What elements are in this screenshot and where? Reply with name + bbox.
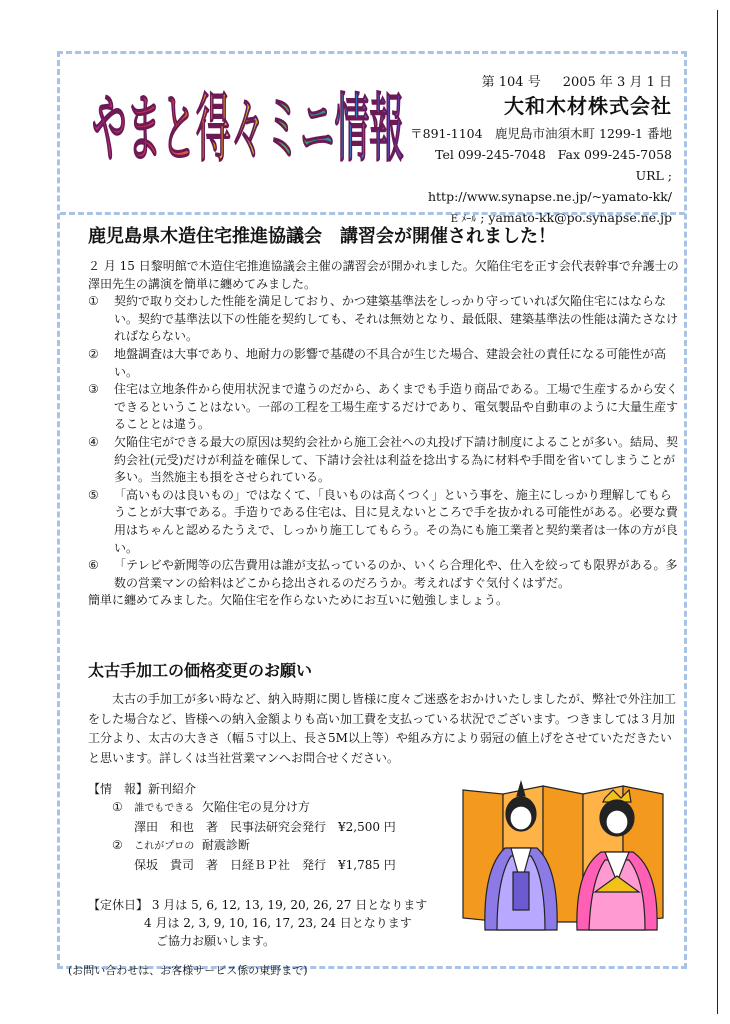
item-text: 「テレビや新聞等の広告費用は誰が支払っているのか、いくら合理化や、仕入を絞っても限界がある。多数の営業マンの給料はどこから捻出されるのだろうか。考えればすぐ気付くはずだ。 (114, 558, 678, 590)
item-number: ② (88, 346, 99, 361)
email-label: E ﾒｰﾙ (450, 214, 477, 225)
book-prefix: 誰でもできる (134, 803, 195, 814)
company-email[interactable]: ; yamato-kk@po.synapse.ne.jp (476, 210, 672, 225)
article-intro: ２ 月 15 日黎明館で木造住宅推進協議会主催の講習会が開かれました。欠陥住宅を正す会代表幹事で弁護士の澤田先生の講演を簡単に纏めてみました。 (88, 259, 679, 291)
section-title: 太古手加工の価格変更のお願い (88, 661, 313, 680)
book-info (88, 780, 458, 874)
item-number: ⑤ (88, 487, 99, 502)
article-headline: 鹿児島県木造住宅推進協議会 講習会が開催されました！ (88, 226, 556, 247)
list-item (88, 557, 682, 592)
item-text: 欠陥住宅ができる最大の原因は契約会社から施工会社への丸投げ下請け制度によることが多い。結局、契約会社(元受)だけが利益を確保して、下請け会社は利益を捻出する為に材料や手間を省いてしまうことが多い。当然施主も損をさせられている。 (114, 434, 679, 485)
item-text: 住宅は立地条件から使用状況まで違うのだから、あくまでも手造り商品である。工場で生産するから安くできるということはない。一部の工程を工場生産するだけであり、電気製品や自動車のように大量生産することとは違う。 (114, 382, 679, 432)
list-item (88, 487, 682, 557)
book-title: 欠陥住宅の見分け方 (201, 800, 310, 814)
list-item (88, 434, 682, 487)
article-body (88, 258, 682, 610)
company-phone: Tel 099-245-7048 (435, 147, 546, 162)
holiday-march: 3 月は 5, 6, 12, 13, 19, 20, 26, 27 日となります (151, 898, 428, 912)
list-item (88, 293, 682, 346)
info-label: 【情 報】新刊紹介 (88, 782, 197, 796)
holiday-notice (88, 896, 468, 950)
company-address: 〒891-1104 鹿児島市油須木町 1299-1 番地 (410, 126, 672, 141)
item-number: ⑥ (88, 558, 99, 573)
header-info (410, 72, 672, 230)
book-detail: 保坂 貴司 著 日経ＢＰ社 発行 ¥1,785 円 (134, 858, 396, 872)
holiday-note: ご協力お願いします。 (156, 934, 276, 948)
newsletter-logo (88, 62, 408, 172)
holiday-april: 4 月は 2, 3, 9, 10, 16, 17, 23, 24 日となります (144, 916, 412, 930)
item-text: 「高いものは良いもの」ではなくて、「良いものは高くつく」という事を、施主にしっかり理解してもらうことが大事である。手造りである住宅は、目に見えないところで手を抜かれる可能性がある。必要な費用はちゃんと認めるたうえで、しっかり施工してもらう。その為にも施工業者と契約業者は一体の方が良い。 (114, 487, 678, 555)
item-number: ④ (88, 434, 99, 449)
book-number: ② (112, 838, 123, 852)
company-url[interactable]: URL ; http://www.synapse.ne.jp/~yamato-kk/ (427, 168, 672, 204)
item-text: 契約で取り交わした性能を満足しており、かつ建築基準法をしっかり守っていれば欠陥住宅にはならない。契約で基準法以下の性能を契約しても、それは無効となり、最低限、建築基準法の性能は満たさなければならない。 (114, 294, 679, 344)
article-closing: 簡単に纏めてみました。欠陥住宅を作らないためにお互いに勉強しましょう。 (88, 593, 509, 608)
issue-date: 2005 年 3 月 1 日 (562, 75, 672, 90)
item-text: 地盤調査は大事であり、地耐力の影響で基礎の不具合が生じた場合、建設会社の責任になる可能性が高い。 (114, 346, 667, 379)
book-title: 耐震診断 (201, 838, 250, 852)
section-body: 太古の手加工が多い時など、納入時期に関し皆様に度々ご迷惑をおかけいたしましたが、弊社で外注加工をした場合など、皆様への納入金額よりも高い加工費を支払っている状況でございます。つきましては３月加工分より、太古の大きさ（幅５寸以上、長さ5M以上等）や組み方により弱冠の値上げをさせていただきたいと思います。詳しくは当社営業マンへお問合せください。 (88, 692, 677, 765)
item-number: ③ (88, 382, 99, 397)
page-edge-line (717, 10, 718, 1014)
list-item (88, 381, 682, 434)
book-detail: 澤田 和也 著 民事法研究会発行 ¥2,500 円 (134, 820, 396, 834)
issue-number: 第 104 号 (481, 75, 541, 90)
company-fax: Fax 099-245-7058 (557, 147, 672, 162)
contact-note: (お問い合わせは、お客様サービス係の東野まで) (68, 964, 308, 977)
item-number: ① (88, 294, 99, 309)
company-name: 大和木材株式会社 (504, 94, 672, 118)
logo-text: やまと得々ミニ情報 (92, 86, 404, 172)
holiday-label: 【定休日】 (88, 898, 149, 912)
book-number: ① (112, 800, 123, 814)
book-prefix: これがプロの (134, 841, 195, 852)
hina-dolls-illustration (455, 772, 675, 942)
list-item (88, 346, 682, 381)
